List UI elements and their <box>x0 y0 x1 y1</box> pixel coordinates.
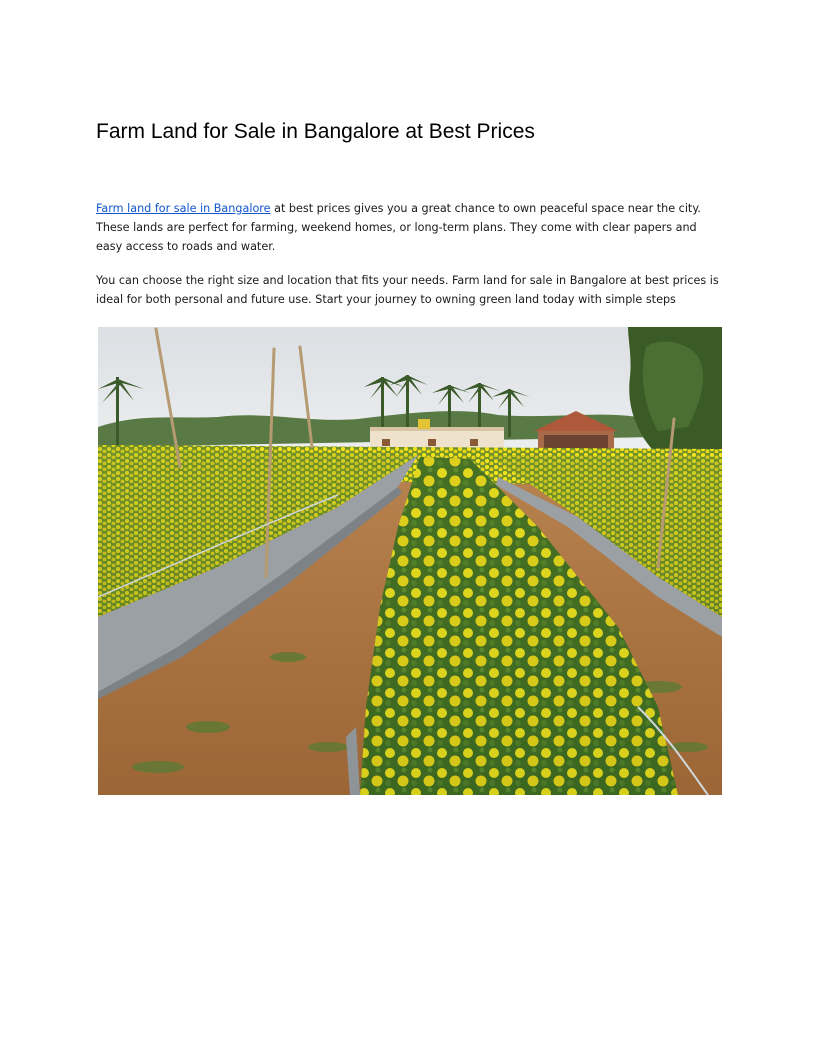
second-paragraph: You can choose the right size and location that fits your needs. Farm land for sale in Bangalore at best prices is ideal for both personal and future use. Start your journey to owning green land today with simple steps <box>96 274 719 306</box>
intro-paragraph <box>96 199 724 256</box>
farm-flower-field-photo <box>98 327 722 795</box>
page-title: Farm Land for Sale in Bangalore at Best Prices <box>96 120 535 143</box>
intro-paragraph-text: at best prices gives you a great chance to own peaceful space near the city. These lands are perfect for farming, weekend homes, or long-term plans. They come with clear papers and easy access to roads and water. <box>96 202 701 253</box>
farm-land-link[interactable]: Farm land for sale in Bangalore <box>96 202 271 215</box>
